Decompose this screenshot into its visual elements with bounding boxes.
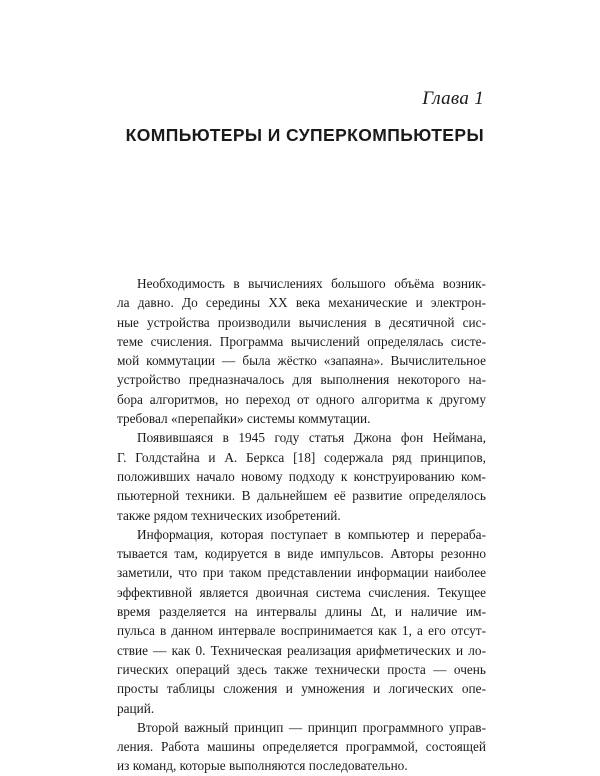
text-line: эффективной является двоичная система счисления. Текущее [117, 584, 486, 600]
text-line: также рядом технических изобретений. [117, 507, 341, 523]
text-line: заметили, что при таком представлении информации наиболее [117, 565, 486, 581]
text-line: Появившаяся в 1945 году статья Джона фон Неймана, [137, 430, 486, 446]
text-line: время разделяется на интервалы длины Δt, и наличие им- [117, 604, 486, 620]
text-line: раций. [117, 700, 155, 716]
text-line: из команд, которые выполняются последовательно. [117, 758, 408, 774]
paragraph-2 [117, 428, 486, 524]
text-line: теме счисления. Программа вычислений определялась систе- [117, 333, 486, 349]
text-line: устройство предназначалось для выполнения некоторого на- [117, 372, 486, 388]
chapter-number: Глава 1 [422, 88, 484, 109]
chapter-title: КОМПЬЮТЕРЫ И СУПЕРКОМПЬЮТЕРЫ [125, 125, 484, 145]
text-line: ления. Работа машины определяется программой, состоящей [117, 739, 486, 755]
text-line: гических операций здесь также технически проста — очень [117, 661, 486, 677]
text-line: ла давно. До середины XX века механические и электрон- [117, 295, 486, 311]
text-line: положивших начало новому подходу к конструированию ком- [117, 468, 486, 484]
text-line: тывается там, кодируется в виде импульсов. Авторы резонно [117, 546, 486, 562]
text-line: Информация, которая поступает в компьютер и перераба- [137, 526, 486, 542]
paragraph-1 [117, 274, 486, 428]
text-line: просты таблицы сложения и умножения и логических опе- [117, 681, 486, 697]
text-line: ные устройства производили вычисления в десятичной сис- [117, 314, 486, 330]
text-line: пульса в данном интервале воспринимается как 1, а его отсут- [117, 623, 486, 639]
paragraph-3 [117, 525, 486, 718]
text-line: пьютерной техники. В дальнейшем её развитие определялось [117, 488, 486, 504]
text-line: мой коммутации — была жёстко «запаяна». Вычислительное [117, 353, 486, 369]
text-line: Второй важный принцип — принцип программного управ- [137, 719, 486, 735]
text-line: бора алгоритмов, но переход от одного алгоритма к другому [117, 391, 486, 407]
text-line: Г. Голдстайна и А. Беркса [18] содержала ряд принципов, [117, 449, 486, 465]
text-line: ствие — как 0. Техническая реализация арифметических и ло- [117, 642, 486, 658]
paragraph-4 [117, 718, 486, 776]
body-text [117, 274, 486, 776]
text-line: требовал «перепайки» системы коммутации. [117, 411, 371, 427]
text-line: Необходимость в вычислениях большого объёма возник- [137, 276, 486, 291]
